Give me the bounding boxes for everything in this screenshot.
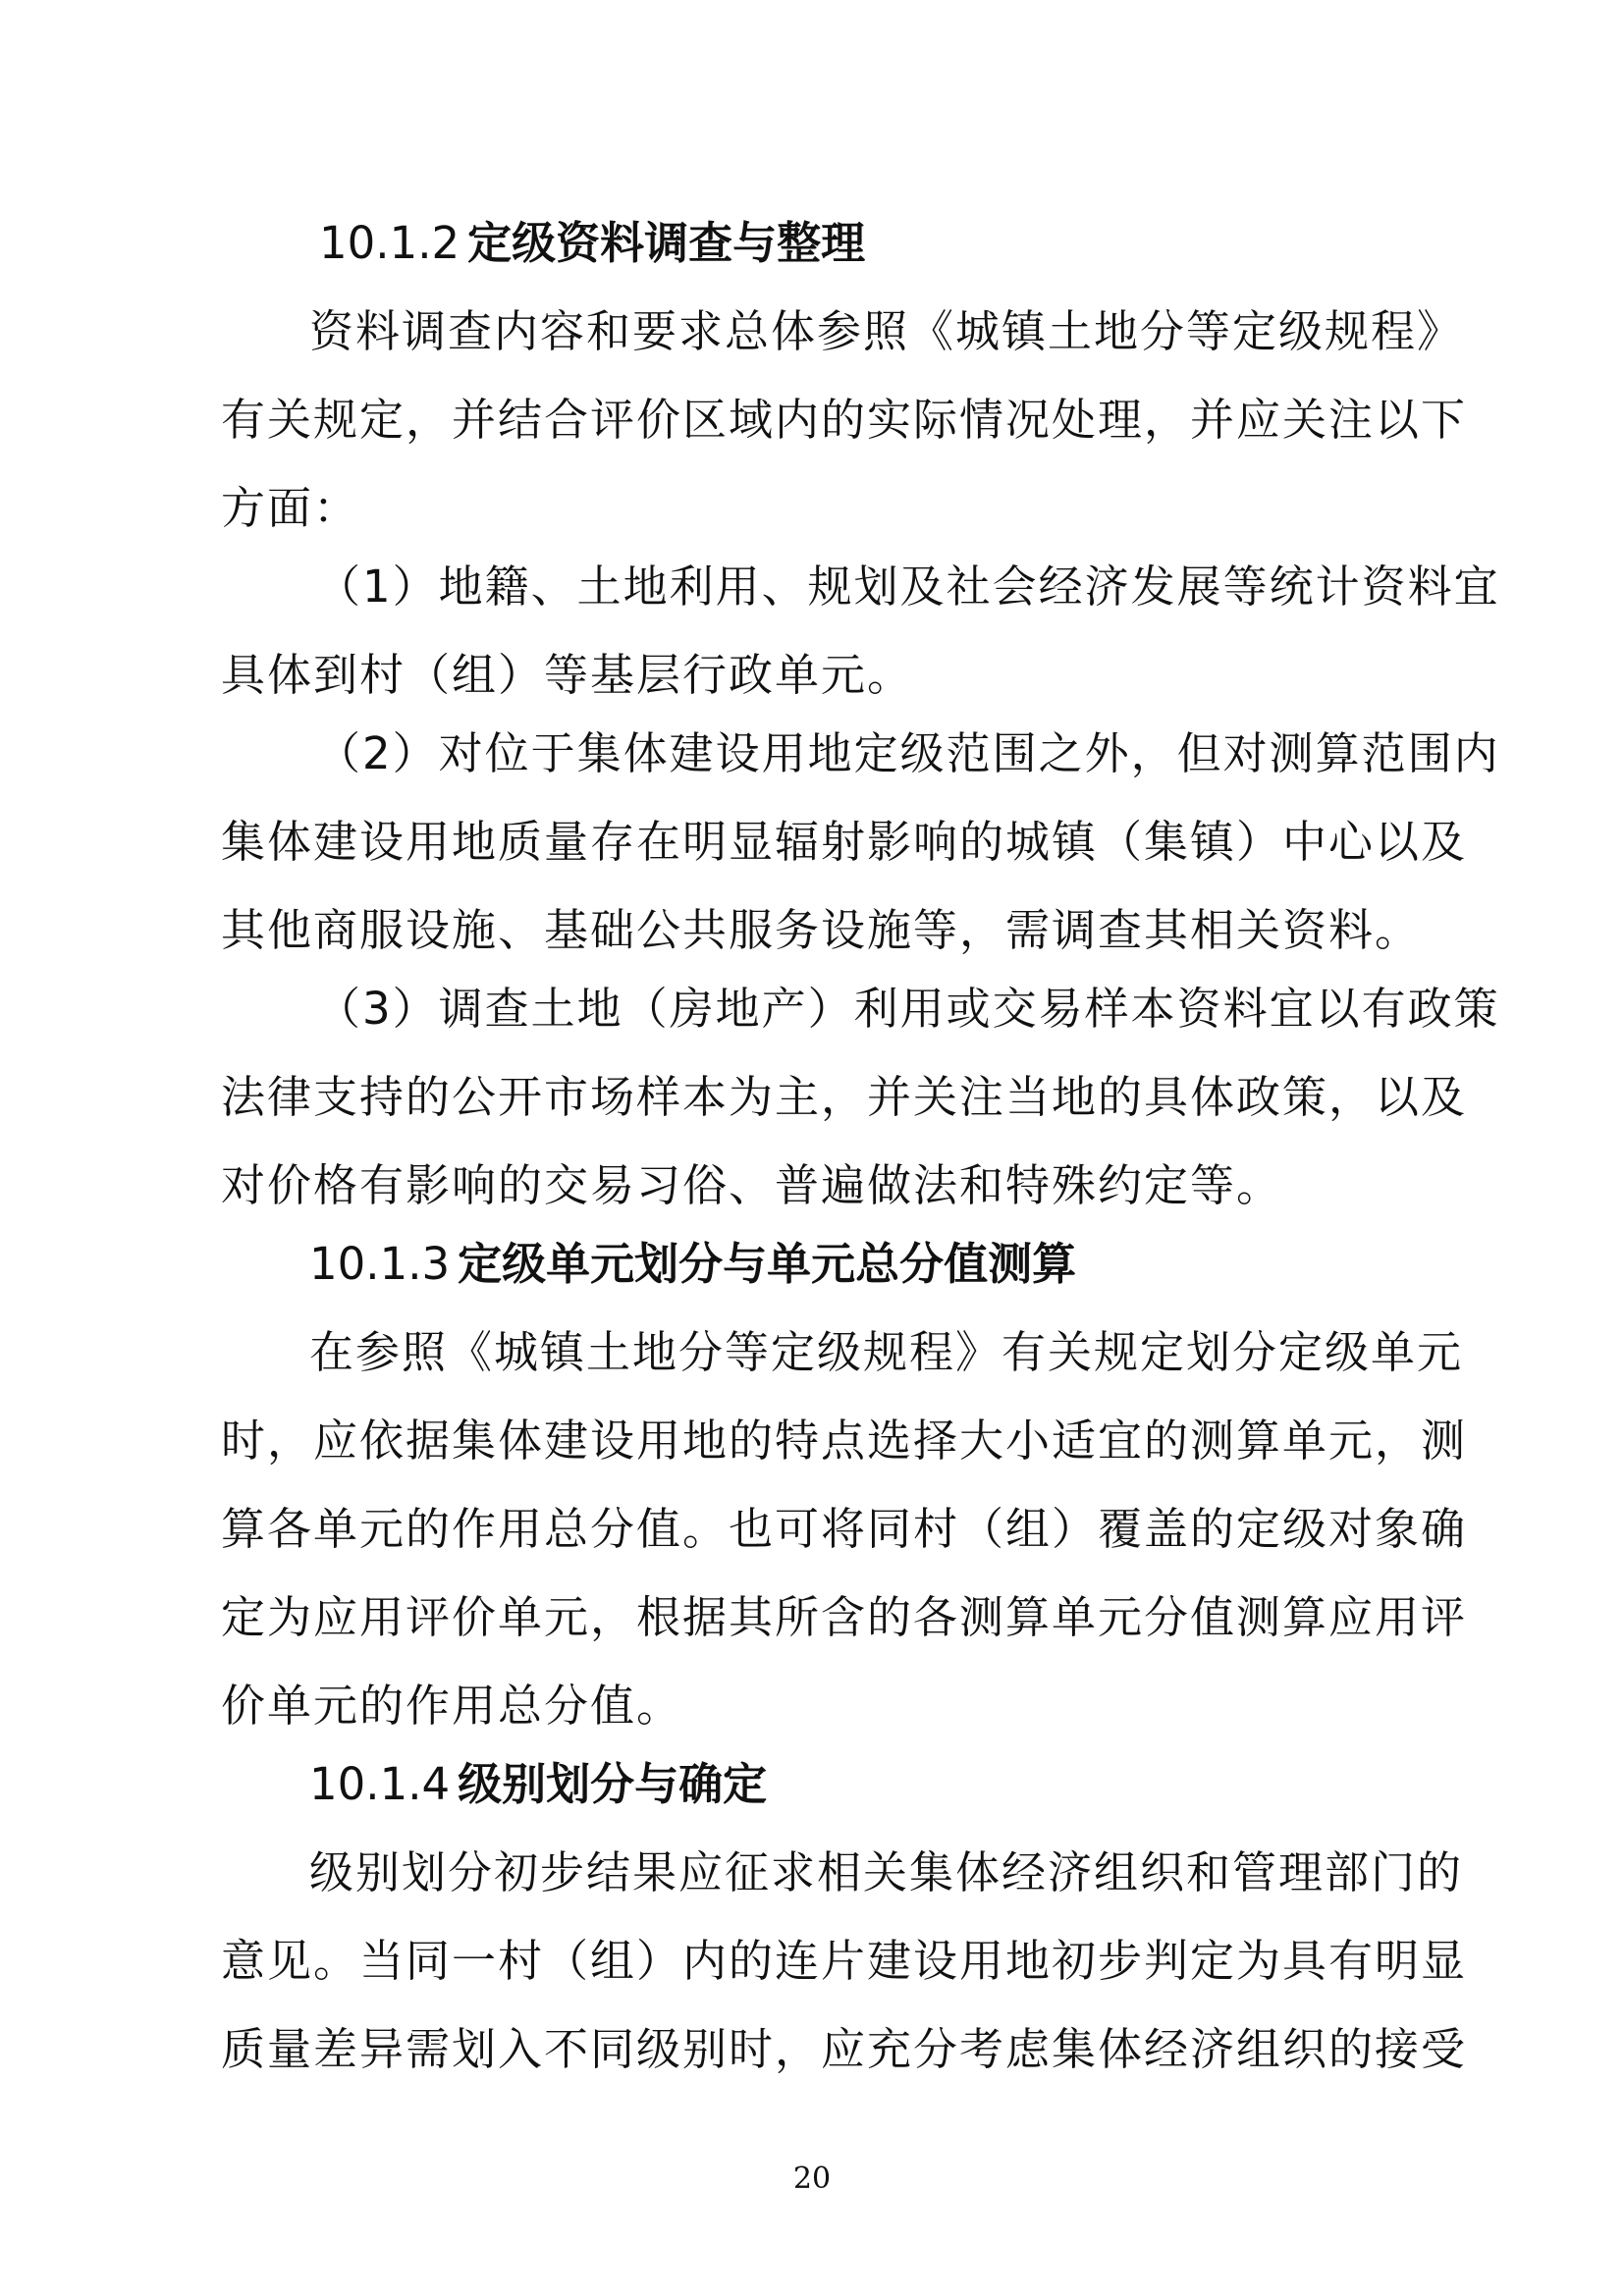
paragraph-line: 有关规定，并结合评价区域内的实际情况处理，并应关注以下: [221, 394, 1468, 446]
paragraph-line: 定为应用评价单元，根据其所含的各测算单元分值测算应用评: [221, 1591, 1468, 1643]
list-item-line: 法律支持的公开市场样本为主，并关注当地的具体政策，以及: [221, 1071, 1468, 1123]
list-item-line: 具体到村（组）等基层行政单元。: [221, 649, 914, 701]
heading-title: 级别划分与确定: [458, 1758, 768, 1810]
heading-number: 10.1.3: [309, 1238, 451, 1290]
paragraph-line: 在参照《城镇土地分等定级规程》有关规定划分定级单元: [309, 1326, 1464, 1378]
list-item-line: 其他商服设施、基础公共服务设施等，需调查其相关资料。: [221, 904, 1422, 956]
list-item-line: （2）对位于集体建设用地定级范围之外，但对测算范围内: [316, 727, 1500, 779]
paragraph-line: 价单元的作用总分值。: [221, 1680, 683, 1732]
paragraph-line: 算各单元的作用总分值。也可将同村（组）覆盖的定级对象确: [221, 1503, 1468, 1555]
page-number: 20: [792, 2162, 832, 2196]
heading-10-1-4: [309, 1755, 767, 1814]
heading-10-1-3: [309, 1235, 1076, 1294]
heading-10-1-2: [319, 214, 865, 273]
list-item-line: （1）地籍、土地利用、规划及社会经济发展等统计资料宜: [316, 561, 1500, 613]
heading-title: 定级单元划分与单元总分值测算: [458, 1238, 1077, 1290]
list-item-line: 对价格有影响的交易习俗、普遍做法和特殊约定等。: [221, 1159, 1283, 1211]
list-item-line: 集体建设用地质量存在明显辐射影响的城镇（集镇）中心以及: [221, 816, 1468, 868]
paragraph-line: 时，应依据集体建设用地的特点选择大小适宜的测算单元，测: [221, 1415, 1468, 1467]
paragraph-line: 意见。当同一村（组）内的连片建设用地初步判定为具有明显: [221, 1935, 1468, 1987]
heading-number: 10.1.2: [319, 217, 460, 269]
paragraph-line: 资料调查内容和要求总体参照《城镇土地分等定级规程》: [309, 305, 1464, 357]
paragraph-line: 级别划分初步结果应征求相关集体经济组织和管理部门的: [309, 1846, 1464, 1898]
heading-title: 定级资料调查与整理: [467, 217, 866, 269]
paragraph-line: 质量差异需划入不同级别时，应充分考虑集体经济组织的接受: [221, 2023, 1468, 2075]
list-item-line: （3）调查土地（房地产）利用或交易样本资料宜以有政策: [316, 983, 1500, 1035]
paragraph-line: 方面：: [221, 482, 360, 534]
heading-number: 10.1.4: [309, 1758, 451, 1810]
